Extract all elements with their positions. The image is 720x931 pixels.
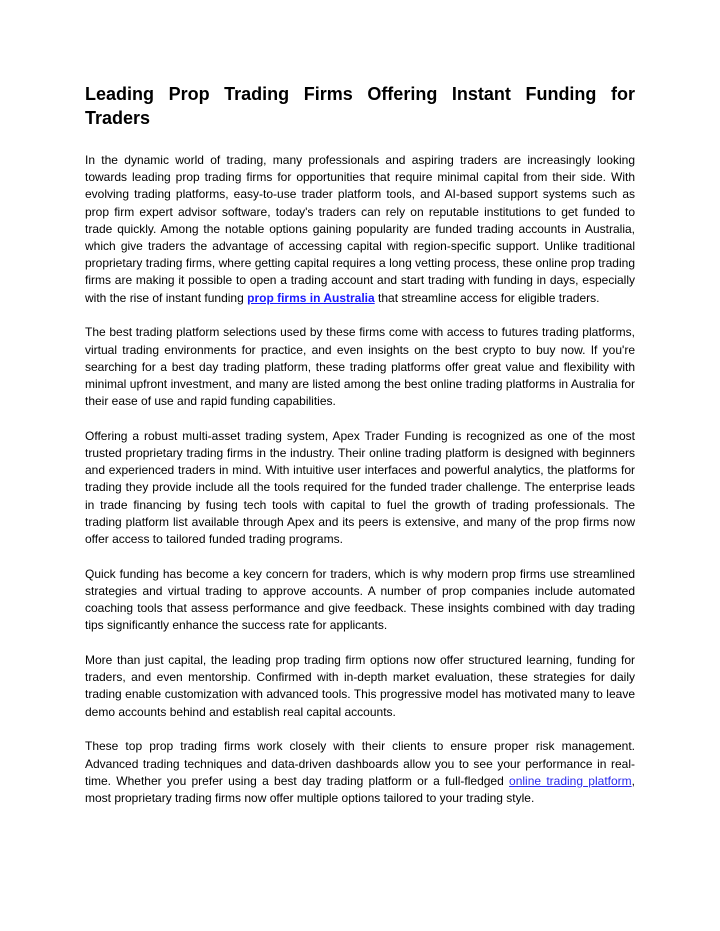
paragraph-6	[85, 738, 635, 807]
paragraph-1-tail: that streamline access for eligible traders.	[378, 290, 600, 305]
paragraph-6-tail: , most proprietary trading firms now offer multiple options tailored to your trading style.	[85, 773, 635, 805]
paragraph-4: Quick funding has become a key concern for traders, which is why modern prop firms use streamlined strategies and virtual trading to approve accounts. A number of prop companies include automated coaching tools that assess performance and give feedback. These insights combined with day trading tips significantly enhance the success rate for applicants.	[85, 566, 635, 633]
paragraph-3: Offering a robust multi-asset trading system, Apex Trader Funding is recognized as one of the most trusted proprietary trading firms in the industry. Their online trading platform is designed with beginners and experienced traders in mind. With intuitive user interfaces and powerful analytics, the platforms for trading they provide include all the tools required for the funded trader challenge. The enterprise leads in trade financing by fusing tech tools with capital to fuel the growth of trading professionals. The trading platform list available through Apex and its peers is extensive, and many of the prop firms now offer access to tailored funded trading programs.	[85, 428, 635, 547]
online-trading-platform-link[interactable]: online trading platform	[509, 773, 632, 788]
prop-firms-australia-link[interactable]: prop firms in Australia	[247, 290, 375, 305]
page-title: Leading Prop Trading Firms Offering Instant Funding for Traders	[85, 84, 635, 128]
paragraph-5: More than just capital, the leading prop trading firm options now offer structured learning, funding for traders, and even mentorship. Confirmed with in-depth market evaluation, these strategies for daily trading enable customization with advanced tools. This progressive model has motivated many to leave demo accounts behind and establish real capital accounts.	[85, 653, 635, 719]
paragraph-1-text: In the dynamic world of trading, many professionals and aspiring traders are increasingly looking towards leading prop trading firms for opportunities that require minimal capital from their side. With evolving trading platforms, easy-to-use trader platform tools, and AI-based support systems such as prop firm expert advisor software, today's traders can rely on reputable institutions to get funded to trade quickly. Among the notable options gaining popularity are funded trading accounts in Australia, which give traders the advantage of accessing capital with region-specific support. Unlike traditional proprietary trading firms, where getting capital requires a long vetting process, these online prop trading firms are making it possible to open a trading account and start trading with funding in days, especially with the rise of instant funding	[85, 153, 635, 305]
paragraph-1	[85, 152, 635, 307]
paragraph-6-text: These top prop trading firms work closely with their clients to ensure proper risk management. Advanced trading techniques and data-driven dashboards allow you to see your performance in real-time. Whether you prefer using a best day trading platform or a full-fledged	[85, 739, 635, 788]
paragraph-2: The best trading platform selections used by these firms come with access to futures trading platforms, virtual trading environments for practice, and even insights on the best crypto to buy now. If you're searching for a best day trading platform, these trading platforms offer great value and flexibility with minimal upfront investment, and many are listed among the best online trading platforms in Australia for their ease of use and rapid funding capabilities.	[85, 325, 635, 409]
